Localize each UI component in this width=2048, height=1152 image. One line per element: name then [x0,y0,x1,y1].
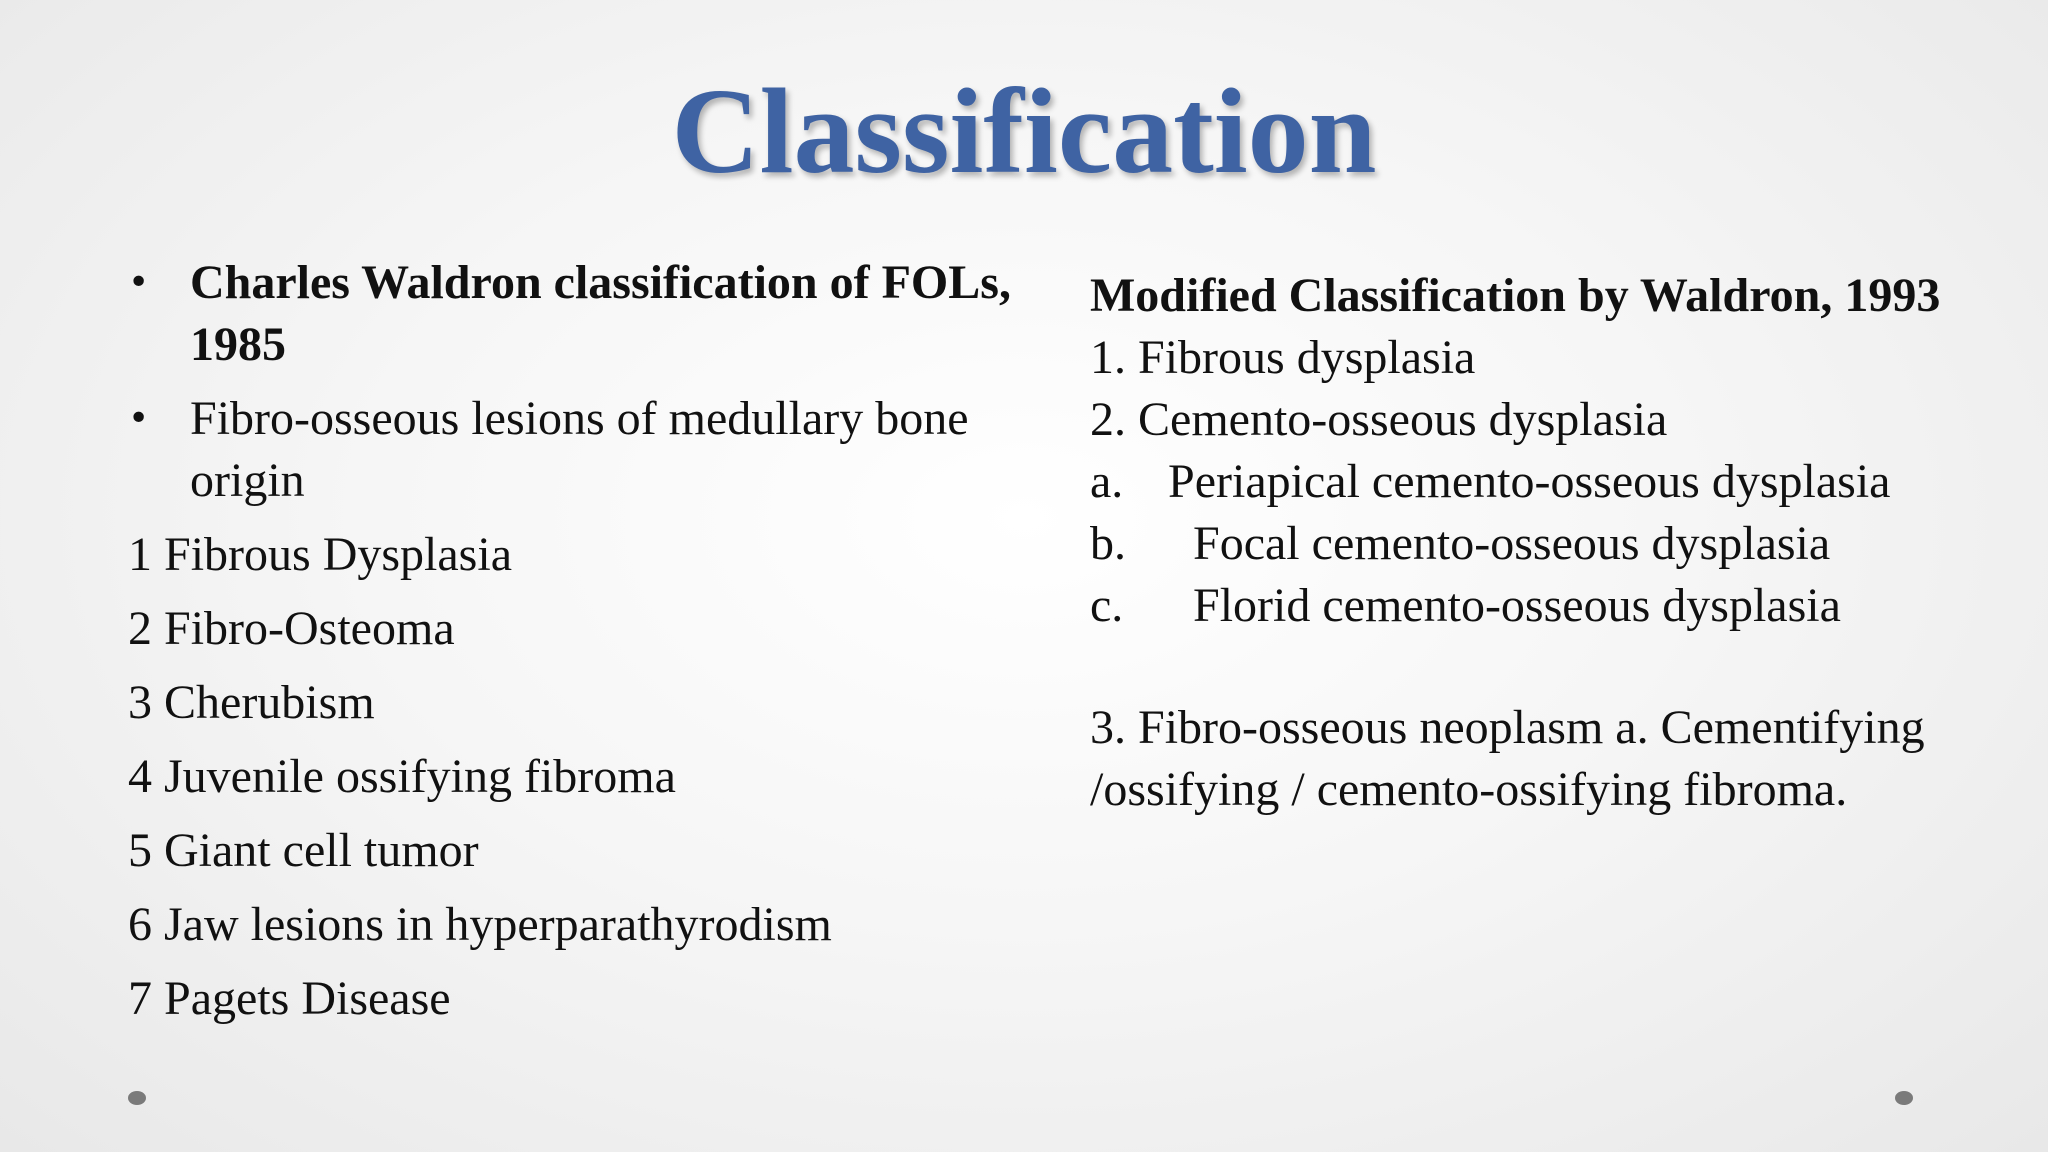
right-heading: Modified Classification by Waldron, 1993 [1090,269,1941,322]
sub-item-marker: a. [1090,455,1124,508]
bullet-text: Charles Waldron classification of FOLs, 1985 [190,256,1011,371]
list-item: 6 Jaw lesions in hyperparathyrodism [128,898,832,951]
decorative-dot-icon [1895,1091,1913,1105]
bullet-item [128,388,1048,512]
sub-list-item [1090,451,1990,513]
sub-item-text: Florid cemento-osseous dysplasia [1193,579,1841,632]
list-item: 7 Pagets Disease [128,972,451,1025]
list-item: 5 Giant cell tumor [128,824,479,877]
sub-item-text: Focal cemento-osseous dysplasia [1193,517,1831,570]
list-item: 4 Juvenile ossifying fibroma [128,750,676,803]
slide-title: Classification [671,64,1377,199]
spacer [1090,637,1990,697]
left-column [128,252,1048,1030]
sub-list-item [1090,513,1990,575]
list-item: 1. Fibrous dysplasia [1090,331,1476,384]
bullet-icon: • [128,262,150,303]
list-item: 2. Cemento-osseous dysplasia [1090,393,1668,446]
right-column [1090,265,1990,821]
bullet-icon: • [128,398,150,439]
sub-item-text: Periapical cemento-osseous dysplasia [1168,455,1891,508]
bullet-text: Fibro-osseous lesions of medullary bone origin [190,392,969,507]
list-item: 2 Fibro-Osteoma [128,602,455,655]
list-item: 1 Fibrous Dysplasia [128,528,512,581]
sub-item-marker: b. [1090,517,1126,570]
sub-list-item [1090,575,1990,637]
sub-item-marker: c. [1090,579,1124,632]
list-item: 3. Fibro-osseous neoplasm a. Cementifying /ossifying / cemento-ossifying fibroma. [1090,701,1925,816]
decorative-dot-icon [128,1091,146,1105]
list-item: 3 Cherubism [128,676,375,729]
bullet-item [128,252,1048,376]
